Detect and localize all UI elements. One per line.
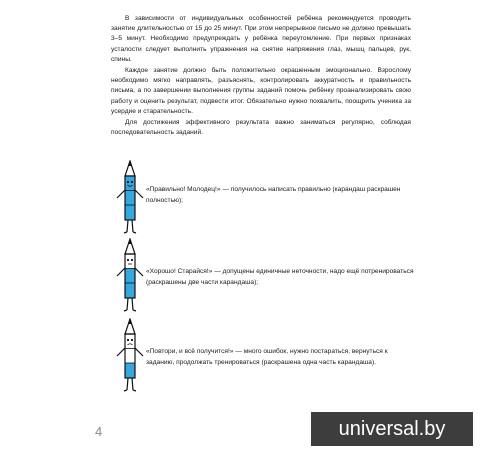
watermark: universal.by <box>311 412 473 446</box>
paragraph: Каждое занятие должно быть положительно окрашенным эмоционально. Взрослому необходимо мягко направлять, разъяснять, контролировать аккуратность и правильность письма, а по завершении выполнения группы заданий помочь ребёнку проанализировать свою работу и оценить результат, подвести итог. Обязательно нужно похвалить, поощрить ученика за усердие и старательность. <box>111 67 411 115</box>
paragraph: В зависимости от индивидуальных особенностей ребёнка рекомендуется проводить занятие длительностью от 15 до 25 минут. При этом непрерывное письмо не должно превышать 3–5 минут. Необходимо предупреждать у ребёнка переутомление. При первых признаках усталости следует выполнить упражнения на снятие напряжения глаз, мышц пальцев, рук, спины. <box>111 15 411 63</box>
paragraph: Для достижения эффективного результата важно заниматься регулярно, соблюдая последовательность заданий. <box>111 119 411 137</box>
pencil-two-thirds-icon <box>115 238 145 314</box>
legend-item: «Хорошо! Старайся!» — допущены единичные неточности, надо ещё потренироваться (раскрашены две части карандаша); <box>146 268 414 286</box>
page-number: 4 <box>95 424 103 439</box>
instructions-text <box>111 14 411 139</box>
legend-item: «Правильно! Молодец!» — получилось написать правильно (карандаш раскрашен полностью); <box>146 186 401 204</box>
pencil-one-third-icon <box>115 318 145 394</box>
pencil-full-icon <box>115 160 145 236</box>
legend-item: «Повтори, и всё получится!» — много ошибок, нужно постараться, вернуться к заданию, продолжать тренироваться (раскрашена одна часть карандаша). <box>146 348 388 366</box>
